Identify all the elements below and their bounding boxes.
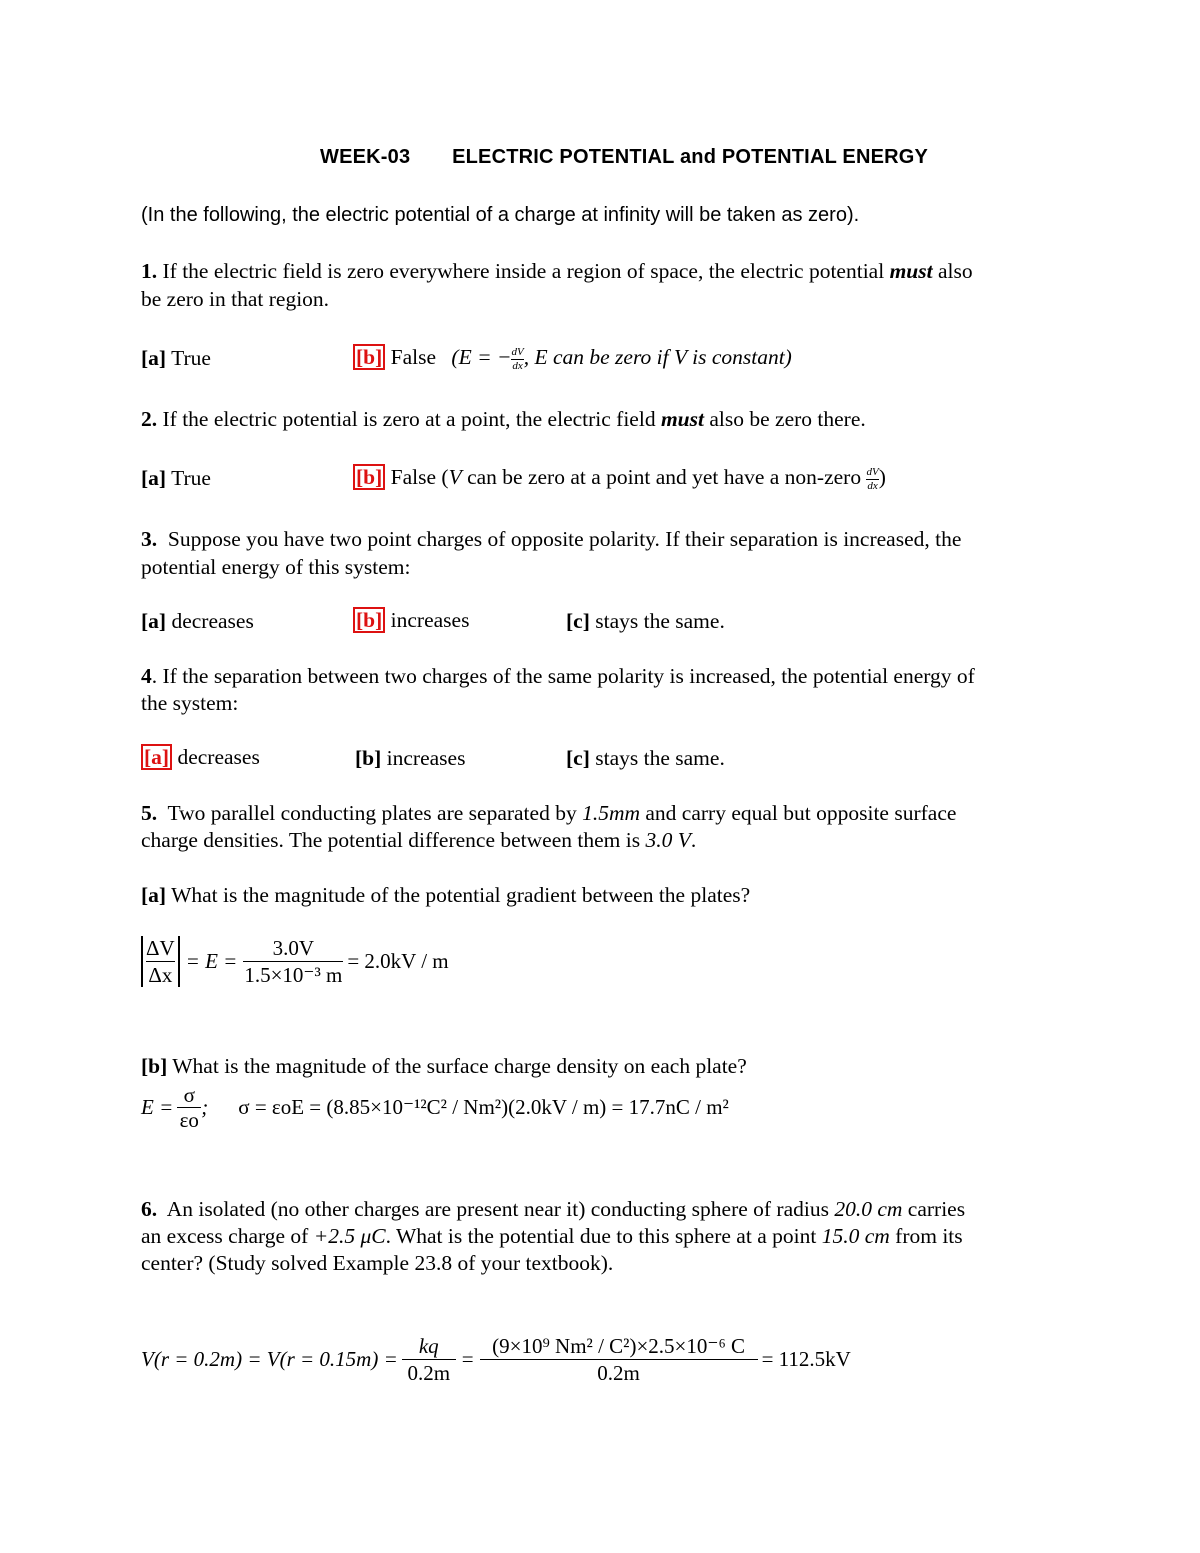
q5-equation-b — [141, 1084, 729, 1131]
eq-a-denominator: 1.5×10⁻³ m — [244, 963, 343, 987]
q2-close: ) — [878, 465, 886, 489]
q4-number: 4 — [141, 664, 152, 688]
q4-option-a — [141, 744, 260, 771]
q1-option-b-text: False — [385, 345, 437, 369]
q2-option-b-v: V — [448, 465, 462, 489]
q5-separation: 1.5mm — [582, 801, 641, 825]
q3-number: 3. — [141, 527, 158, 551]
eq-b-semicolon: ; — [201, 1095, 209, 1119]
delta-x: Δx — [148, 963, 173, 987]
q6-distance: 15.0 cm — [821, 1224, 890, 1248]
q5-part-b-label: [b] — [141, 1054, 168, 1078]
q5-line2-a: charge densities. The potential difference between them is — [141, 828, 646, 852]
week-label: WEEK-03 — [320, 146, 411, 168]
q2-option-b-label: [b] — [353, 464, 385, 490]
q2-option-b — [353, 464, 886, 492]
abs-value-bracket — [141, 936, 180, 987]
q5-line2-b: . — [690, 828, 697, 852]
q2-option-a — [141, 465, 211, 492]
page-title — [320, 146, 928, 169]
q2-option-a-label: [a] — [141, 466, 167, 490]
q3-option-c-label: [c] — [566, 609, 590, 633]
q5-line1-b: and carry equal but opposite surface — [640, 801, 957, 825]
q6-eq-f2-num: (9×10⁹ Nm² / C²)×2.5×10⁻⁶ C — [492, 1334, 746, 1358]
q1-text-a: If the electric field is zero everywhere inside a region of space, the electric potential — [157, 259, 890, 283]
eq-a-mid: = E = — [185, 949, 238, 973]
q1-option-a-label: [a] — [141, 346, 167, 370]
q1-emphasis: must — [889, 259, 933, 283]
q6-line2 — [141, 1223, 963, 1250]
eq-a-numerator: 3.0V — [272, 936, 315, 960]
q6-eq-lhs: V(r = 0.2m) = V(r = 0.15m) = — [141, 1347, 398, 1371]
q2-option-b-rest: can be zero at a point and yet have a non-zero — [461, 465, 867, 489]
q6-eq-result: = 112.5kV — [761, 1347, 851, 1371]
q4-option-c-label: [c] — [566, 746, 590, 770]
q6-eq-f2-den: 0.2m — [597, 1361, 640, 1385]
q2-formula-fraction: $\frac{dV}{dx}$ — [866, 465, 879, 492]
q2-text-b: also be zero there. — [703, 407, 866, 431]
q3-line2: potential energy of this system: — [141, 555, 411, 579]
q1-formula-pre: (E = − — [451, 345, 512, 369]
topic-label: ELECTRIC POTENTIAL and POTENTIAL ENERGY — [452, 146, 929, 168]
q1-text-b: also — [932, 259, 973, 283]
q6-charge: +2.5 μC — [313, 1224, 386, 1248]
q3-option-b — [353, 607, 469, 634]
q6-line1-a: An isolated (no other charges are present near it) conducting sphere of radius — [157, 1197, 835, 1221]
q3-line1: Suppose you have two point charges of opposite polarity. If their separation is increased, the — [157, 527, 962, 551]
q4-option-b — [355, 745, 465, 772]
eq-b-lhs: E = — [141, 1095, 174, 1119]
q5-equation-a — [141, 936, 449, 987]
q5-part-a-label: [a] — [141, 883, 167, 907]
delta-v: ΔV — [146, 936, 175, 960]
question-2 — [141, 406, 866, 433]
q3-option-b-label: [b] — [353, 607, 385, 633]
q1-option-b — [353, 344, 792, 372]
eq-b-rhs: σ = εoE = (8.85×10⁻¹²C² / Nm²)(2.0kV / m) = 17.7nC / m² — [238, 1095, 729, 1119]
q6-line2-b: . What is the potential due to this sphere at a point — [385, 1224, 822, 1248]
q5-line1-a: Two parallel conducting plates are separated by — [157, 801, 583, 825]
q3-option-c — [566, 608, 725, 635]
question-3 — [141, 526, 961, 553]
question-1 — [141, 258, 973, 285]
q6-number: 6. — [141, 1197, 158, 1221]
q6-line3: center? (Study solved Example 23.8 of your textbook). — [141, 1251, 614, 1275]
q5-number: 5. — [141, 801, 158, 825]
q6-eq-f1-den: 0.2m — [407, 1361, 451, 1385]
q3-option-a — [141, 608, 254, 635]
q2-emphasis: must — [660, 407, 704, 431]
q4-line2: the system: — [141, 691, 239, 715]
eq-a-result: = 2.0kV / m — [347, 949, 449, 973]
q1-option-a-text: True — [166, 346, 211, 370]
q4-option-b-label: [b] — [355, 746, 382, 770]
q1-formula-post: , E can be zero if V is constant) — [523, 345, 792, 369]
q6-line2-a: an excess charge of — [141, 1224, 314, 1248]
q5-part-a-text: What is the magnitude of the potential gradient between the plates? — [166, 883, 751, 907]
q3-option-a-text: decreases — [166, 609, 254, 633]
q1-option-a — [141, 345, 211, 372]
q2-option-a-text: True — [166, 466, 211, 490]
q1-option-b-label: [b] — [353, 344, 385, 370]
epsilon-o: εo — [179, 1108, 199, 1132]
sigma: σ — [183, 1083, 195, 1107]
q6-equation — [141, 1334, 851, 1385]
q5-part-b-text: What is the magnitude of the surface charge density on each plate? — [167, 1054, 747, 1078]
q4-option-c — [566, 745, 725, 772]
question-5 — [141, 800, 956, 827]
q6-eq-f1-num: kq — [418, 1334, 439, 1358]
q4-line1: . If the separation between two charges of the same polarity is increased, the potential energy of — [151, 664, 975, 688]
q5-line2 — [141, 827, 696, 854]
q6-radius: 20.0 cm — [834, 1197, 903, 1221]
q4-option-b-text: increases — [381, 746, 466, 770]
question-4 — [141, 663, 975, 690]
q1-formula-fraction: $\frac{dV}{dx}$ — [511, 345, 524, 372]
q2-option-b-text: False ( — [385, 465, 449, 489]
q3-option-a-label: [a] — [141, 609, 167, 633]
intro-note: (In the following, the electric potential of a charge at infinity will be taken as zero). — [141, 204, 860, 226]
q5-part-b — [141, 1053, 747, 1080]
q3-option-c-text: stays the same. — [589, 609, 725, 633]
q4-option-c-text: stays the same. — [589, 746, 725, 770]
q5-potential-difference: 3.0 V — [645, 828, 691, 852]
question-6 — [141, 1196, 965, 1223]
q1-number: 1. — [141, 259, 158, 283]
q3-option-b-text: increases — [385, 608, 470, 632]
q6-line1-b: carries — [902, 1197, 966, 1221]
q1-line2: be zero in that region. — [141, 287, 330, 311]
q6-line2-c: from its — [889, 1224, 963, 1248]
q6-eq-equals: = — [461, 1347, 474, 1371]
q5-part-a — [141, 882, 750, 909]
q4-option-a-label: [a] — [141, 744, 172, 770]
q2-number: 2. — [141, 407, 158, 431]
q2-text-a: If the electric potential is zero at a point, the electric field — [157, 407, 661, 431]
q4-option-a-text: decreases — [172, 745, 260, 769]
